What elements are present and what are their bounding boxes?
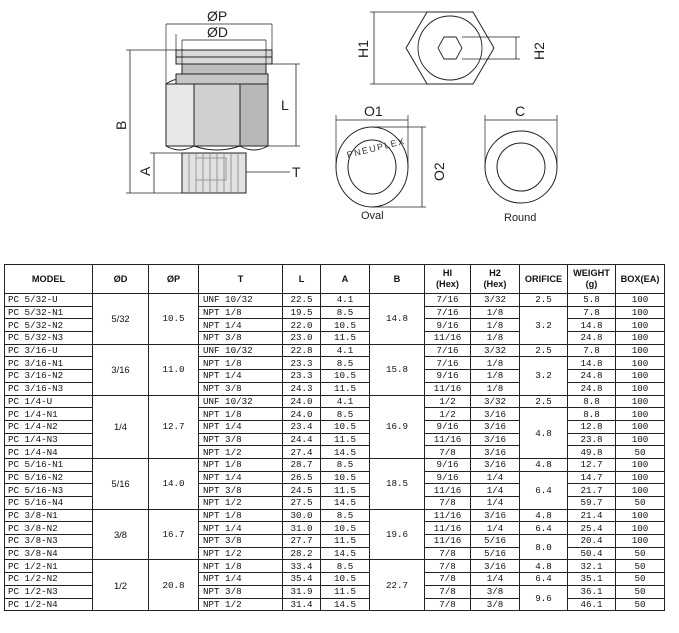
weight-cell: 14.8: [568, 319, 616, 332]
thread-cell: NPT 1/4: [199, 522, 283, 535]
box-cell: 100: [616, 370, 665, 383]
h2-cell: 3/8: [471, 598, 520, 611]
box-cell: 100: [616, 319, 665, 332]
thread-cell: NPT 1/8: [199, 306, 283, 319]
spec-table: [4, 264, 665, 611]
h2-cell: 1/4: [471, 497, 520, 510]
model-cell: PC 1/4-N1: [5, 408, 93, 421]
h1-cell: 11/16: [425, 484, 471, 497]
h1-cell: 7/8: [425, 560, 471, 573]
weight-cell: 50.4: [568, 547, 616, 560]
h1-cell: 7/16: [425, 306, 471, 319]
weight-cell: 32.1: [568, 560, 616, 573]
od-cell: 1/4: [93, 395, 149, 458]
orifice-cell: 2.5: [520, 344, 568, 357]
od-cell: 3/16: [93, 344, 149, 395]
thread-cell: NPT 3/8: [199, 484, 283, 497]
h1-cell: 9/16: [425, 458, 471, 471]
weight-cell: 35.1: [568, 573, 616, 586]
weight-cell: 25.4: [568, 522, 616, 535]
h2-cell: 3/32: [471, 395, 520, 408]
thread-cell: NPT 1/8: [199, 560, 283, 573]
thread-cell: NPT 1/4: [199, 573, 283, 586]
column-header: ØD: [93, 265, 149, 294]
l-cell: 24.4: [283, 433, 321, 446]
weight-cell: 12.8: [568, 420, 616, 433]
weight-cell: 7.8: [568, 344, 616, 357]
thread-cell: UNF 10/32: [199, 294, 283, 307]
box-cell: 100: [616, 522, 665, 535]
model-cell: PC 5/16-N3: [5, 484, 93, 497]
round-ring-view: [485, 115, 557, 203]
table-row: [5, 560, 665, 573]
model-cell: PC 1/2-N2: [5, 573, 93, 586]
a-cell: 10.5: [321, 471, 370, 484]
od-cell: 5/32: [93, 294, 149, 345]
weight-cell: 36.1: [568, 585, 616, 598]
column-header: MODEL: [5, 265, 93, 294]
b-cell: 22.7: [370, 560, 425, 611]
technical-drawing: [0, 0, 679, 262]
h2-cell: 3/16: [471, 509, 520, 522]
l-cell: 31.0: [283, 522, 321, 535]
weight-cell: 5.8: [568, 294, 616, 307]
l-cell: 28.7: [283, 458, 321, 471]
h2-cell: 3/8: [471, 585, 520, 598]
l-cell: 24.3: [283, 382, 321, 395]
a-cell: 10.5: [321, 319, 370, 332]
a-cell: 8.5: [321, 408, 370, 421]
thread-cell: NPT 1/2: [199, 497, 283, 510]
h1-cell: 11/16: [425, 433, 471, 446]
column-header: A: [321, 265, 370, 294]
weight-cell: 21.7: [568, 484, 616, 497]
a-cell: 11.5: [321, 433, 370, 446]
model-cell: PC 5/32-N1: [5, 306, 93, 319]
h1-cell: 7/16: [425, 344, 471, 357]
op-cell: 16.7: [149, 509, 199, 560]
h2-cell: 1/8: [471, 370, 520, 383]
dim-c-label: C: [515, 103, 526, 119]
h1-cell: 7/8: [425, 497, 471, 510]
l-cell: 24.5: [283, 484, 321, 497]
h1-cell: 9/16: [425, 471, 471, 484]
thread-cell: UNF 10/32: [199, 395, 283, 408]
box-cell: 100: [616, 294, 665, 307]
box-cell: 50: [616, 446, 665, 459]
h1-cell: 11/16: [425, 509, 471, 522]
a-cell: 14.5: [321, 547, 370, 560]
a-cell: 10.5: [321, 573, 370, 586]
a-cell: 14.5: [321, 446, 370, 459]
model-cell: PC 5/32-N2: [5, 319, 93, 332]
l-cell: 19.5: [283, 306, 321, 319]
b-cell: 14.8: [370, 294, 425, 345]
thread-cell: NPT 1/2: [199, 598, 283, 611]
h2-cell: 3/32: [471, 344, 520, 357]
model-cell: PC 3/16-U: [5, 344, 93, 357]
weight-cell: 46.1: [568, 598, 616, 611]
weight-cell: 14.8: [568, 357, 616, 370]
fitting-hex-top-view: [370, 12, 520, 84]
orifice-cell: 9.6: [520, 585, 568, 610]
orifice-cell: 3.2: [520, 306, 568, 344]
model-cell: PC 1/4-N2: [5, 420, 93, 433]
thread-cell: NPT 1/8: [199, 509, 283, 522]
dim-od-label: ØD: [207, 24, 228, 40]
thread-cell: NPT 3/8: [199, 382, 283, 395]
od-cell: 5/16: [93, 458, 149, 509]
orifice-cell: 4.8: [520, 458, 568, 471]
l-cell: 30.0: [283, 509, 321, 522]
model-cell: PC 5/16-N4: [5, 497, 93, 510]
h1-cell: 11/16: [425, 382, 471, 395]
model-cell: PC 3/8-N1: [5, 509, 93, 522]
h1-cell: 7/8: [425, 547, 471, 560]
l-cell: 23.3: [283, 357, 321, 370]
h2-cell: 3/16: [471, 446, 520, 459]
weight-cell: 8.8: [568, 395, 616, 408]
l-cell: 27.4: [283, 446, 321, 459]
h1-cell: 7/8: [425, 598, 471, 611]
dim-t-label: T: [292, 164, 301, 180]
box-cell: 100: [616, 484, 665, 497]
h2-cell: 3/16: [471, 458, 520, 471]
thread-cell: NPT 1/8: [199, 458, 283, 471]
thread-cell: NPT 3/8: [199, 433, 283, 446]
l-cell: 24.0: [283, 408, 321, 421]
box-cell: 50: [616, 547, 665, 560]
thread-cell: NPT 1/8: [199, 357, 283, 370]
op-cell: 20.8: [149, 560, 199, 611]
box-cell: 100: [616, 332, 665, 345]
l-cell: 24.0: [283, 395, 321, 408]
l-cell: 22.5: [283, 294, 321, 307]
weight-cell: 24.8: [568, 332, 616, 345]
thread-cell: NPT 3/8: [199, 332, 283, 345]
box-cell: 100: [616, 509, 665, 522]
model-cell: PC 1/4-N4: [5, 446, 93, 459]
brand-mark: PNEUPLEX: [345, 135, 407, 160]
a-cell: 10.5: [321, 370, 370, 383]
thread-cell: NPT 1/4: [199, 420, 283, 433]
op-cell: 14.0: [149, 458, 199, 509]
model-cell: PC 3/16-N2: [5, 370, 93, 383]
model-cell: PC 1/2-N4: [5, 598, 93, 611]
a-cell: 8.5: [321, 509, 370, 522]
weight-cell: 24.8: [568, 382, 616, 395]
h1-cell: 7/16: [425, 294, 471, 307]
h2-cell: 5/16: [471, 535, 520, 548]
od-cell: 3/8: [93, 509, 149, 560]
h1-cell: 11/16: [425, 535, 471, 548]
box-cell: 100: [616, 420, 665, 433]
b-cell: 15.8: [370, 344, 425, 395]
box-cell: 100: [616, 344, 665, 357]
weight-cell: 20.4: [568, 535, 616, 548]
h1-cell: 1/2: [425, 395, 471, 408]
oval-caption: Oval: [361, 210, 384, 222]
column-header: T: [199, 265, 283, 294]
h1-cell: 1/2: [425, 408, 471, 421]
thread-cell: NPT 1/4: [199, 319, 283, 332]
l-cell: 23.0: [283, 332, 321, 345]
model-cell: PC 1/2-N1: [5, 560, 93, 573]
orifice-cell: 4.8: [520, 408, 568, 459]
h1-cell: 7/8: [425, 573, 471, 586]
weight-cell: 49.8: [568, 446, 616, 459]
a-cell: 4.1: [321, 344, 370, 357]
box-cell: 100: [616, 458, 665, 471]
h2-cell: 3/16: [471, 408, 520, 421]
box-cell: 50: [616, 497, 665, 510]
model-cell: PC 1/4-N3: [5, 433, 93, 446]
model-cell: PC 3/8-N3: [5, 535, 93, 548]
thread-cell: NPT 3/8: [199, 585, 283, 598]
l-cell: 31.4: [283, 598, 321, 611]
l-cell: 33.4: [283, 560, 321, 573]
l-cell: 26.5: [283, 471, 321, 484]
h2-cell: 1/8: [471, 306, 520, 319]
od-cell: 1/2: [93, 560, 149, 611]
box-cell: 50: [616, 560, 665, 573]
box-cell: 50: [616, 598, 665, 611]
h2-cell: 1/8: [471, 332, 520, 345]
weight-cell: 23.8: [568, 433, 616, 446]
thread-cell: NPT 1/8: [199, 408, 283, 421]
l-cell: 22.0: [283, 319, 321, 332]
h2-cell: 3/16: [471, 560, 520, 573]
weight-cell: 7.8: [568, 306, 616, 319]
column-header: L: [283, 265, 321, 294]
a-cell: 14.5: [321, 598, 370, 611]
dim-o2-label: O2: [431, 162, 447, 181]
model-cell: PC 5/16-N2: [5, 471, 93, 484]
box-cell: 100: [616, 433, 665, 446]
box-cell: 50: [616, 573, 665, 586]
column-header: B: [370, 265, 425, 294]
h2-cell: 1/8: [471, 357, 520, 370]
orifice-cell: 6.4: [520, 573, 568, 586]
a-cell: 8.5: [321, 458, 370, 471]
op-cell: 10.5: [149, 294, 199, 345]
thread-cell: NPT 1/2: [199, 446, 283, 459]
a-cell: 11.5: [321, 585, 370, 598]
column-header: HI (Hex): [425, 265, 471, 294]
thread-cell: NPT 3/8: [199, 535, 283, 548]
h1-cell: 9/16: [425, 319, 471, 332]
box-cell: 100: [616, 408, 665, 421]
l-cell: 23.4: [283, 420, 321, 433]
a-cell: 8.5: [321, 306, 370, 319]
dim-l-label: L: [281, 97, 289, 113]
l-cell: 22.8: [283, 344, 321, 357]
model-cell: PC 5/32-N3: [5, 332, 93, 345]
box-cell: 100: [616, 535, 665, 548]
orifice-cell: 3.2: [520, 357, 568, 395]
table-row: [5, 294, 665, 307]
l-cell: 35.4: [283, 573, 321, 586]
h1-cell: 9/16: [425, 370, 471, 383]
h2-cell: 1/4: [471, 471, 520, 484]
h2-cell: 1/4: [471, 484, 520, 497]
a-cell: 11.5: [321, 484, 370, 497]
a-cell: 14.5: [321, 497, 370, 510]
column-header: WEIGHT (g): [568, 265, 616, 294]
l-cell: 27.7: [283, 535, 321, 548]
b-cell: 18.5: [370, 458, 425, 509]
l-cell: 27.5: [283, 497, 321, 510]
orifice-cell: 6.4: [520, 471, 568, 509]
round-caption: Round: [504, 212, 537, 224]
weight-cell: 8.8: [568, 408, 616, 421]
thread-cell: UNF 10/32: [199, 344, 283, 357]
h2-cell: 3/32: [471, 294, 520, 307]
model-cell: PC 3/16-N1: [5, 357, 93, 370]
model-cell: PC 3/16-N3: [5, 382, 93, 395]
column-header: ORIFICE: [520, 265, 568, 294]
a-cell: 11.5: [321, 535, 370, 548]
l-cell: 28.2: [283, 547, 321, 560]
l-cell: 31.9: [283, 585, 321, 598]
h2-cell: 1/8: [471, 382, 520, 395]
model-cell: PC 1/2-N3: [5, 585, 93, 598]
orifice-cell: 4.8: [520, 509, 568, 522]
table-row: [5, 395, 665, 408]
h2-cell: 3/16: [471, 420, 520, 433]
table-row: [5, 509, 665, 522]
box-cell: 100: [616, 382, 665, 395]
dim-b-label: B: [113, 120, 129, 130]
dim-h1-label: H1: [355, 40, 371, 58]
dim-op-label: ØP: [207, 8, 228, 24]
table-body: [5, 294, 665, 611]
orifice-cell: 2.5: [520, 395, 568, 408]
h2-cell: 1/4: [471, 522, 520, 535]
a-cell: 8.5: [321, 560, 370, 573]
model-cell: PC 3/8-N2: [5, 522, 93, 535]
thread-cell: NPT 1/4: [199, 471, 283, 484]
box-cell: 100: [616, 395, 665, 408]
a-cell: 4.1: [321, 294, 370, 307]
a-cell: 10.5: [321, 420, 370, 433]
weight-cell: 21.4: [568, 509, 616, 522]
h1-cell: 11/16: [425, 332, 471, 345]
model-cell: PC 3/8-N4: [5, 547, 93, 560]
a-cell: 4.1: [321, 395, 370, 408]
op-cell: 11.0: [149, 344, 199, 395]
column-header: H2 (Hex): [471, 265, 520, 294]
weight-cell: 59.7: [568, 497, 616, 510]
a-cell: 8.5: [321, 357, 370, 370]
h2-cell: 3/16: [471, 433, 520, 446]
weight-cell: 24.8: [568, 370, 616, 383]
model-cell: PC 1/4-U: [5, 395, 93, 408]
a-cell: 11.5: [321, 382, 370, 395]
column-header: BOX(EA): [616, 265, 665, 294]
box-cell: 100: [616, 471, 665, 484]
h2-cell: 1/8: [471, 319, 520, 332]
h2-cell: 5/16: [471, 547, 520, 560]
box-cell: 100: [616, 357, 665, 370]
a-cell: 11.5: [321, 332, 370, 345]
b-cell: 16.9: [370, 395, 425, 458]
oval-ring-view: [336, 115, 426, 207]
table-row: [5, 458, 665, 471]
box-cell: 100: [616, 306, 665, 319]
h2-cell: 1/4: [471, 573, 520, 586]
orifice-cell: 2.5: [520, 294, 568, 307]
model-cell: PC 5/16-N1: [5, 458, 93, 471]
model-cell: PC 5/32-U: [5, 294, 93, 307]
weight-cell: 14.7: [568, 471, 616, 484]
dim-o1-label: O1: [364, 103, 383, 119]
orifice-cell: 4.8: [520, 560, 568, 573]
dim-h2-label: H2: [531, 42, 547, 60]
l-cell: 23.3: [283, 370, 321, 383]
h1-cell: 11/16: [425, 522, 471, 535]
column-header: ØP: [149, 265, 199, 294]
op-cell: 12.7: [149, 395, 199, 458]
weight-cell: 12.7: [568, 458, 616, 471]
h1-cell: 7/8: [425, 446, 471, 459]
orifice-cell: 6.4: [520, 522, 568, 535]
dim-a-label: A: [137, 166, 153, 176]
thread-cell: NPT 1/4: [199, 370, 283, 383]
a-cell: 10.5: [321, 522, 370, 535]
h1-cell: 7/8: [425, 585, 471, 598]
box-cell: 50: [616, 585, 665, 598]
orifice-cell: 8.0: [520, 535, 568, 560]
thread-cell: NPT 1/2: [199, 547, 283, 560]
table-header-row: [5, 265, 665, 294]
b-cell: 19.6: [370, 509, 425, 560]
h1-cell: 9/16: [425, 420, 471, 433]
h1-cell: 7/16: [425, 357, 471, 370]
table-row: [5, 344, 665, 357]
